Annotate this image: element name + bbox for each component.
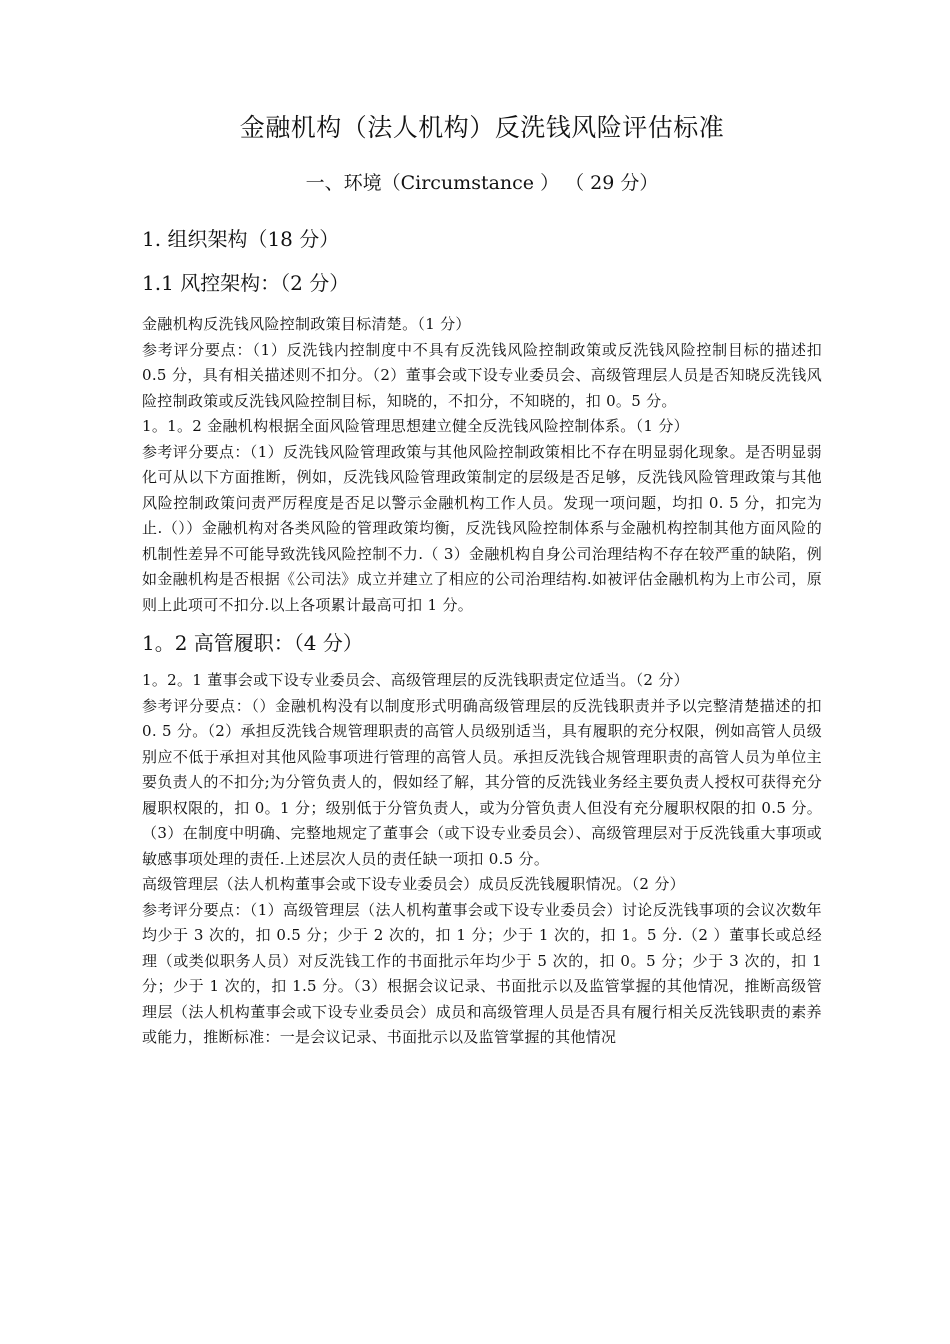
heading-1-2: 1。2 高管履职：（4 分） xyxy=(142,631,363,655)
subsection-heading: 1. 组织架构（18 分） xyxy=(142,227,340,251)
document-title: 金融机构（法人机构）反洗钱风险评估标准 xyxy=(239,113,725,142)
document-page xyxy=(142,108,822,1051)
paragraph: 1。1。2 金融机构根据全面风险管理思想建立健全反洗钱风险控制体系。（1 分） xyxy=(142,417,689,435)
paragraph: 参考评分要点：（1）反洗钱风险管理政策与其他风险控制政策相比不存在明显弱化现象。是否明显弱化可从以下方面推断，例如，反洗钱风险管理政策制定的层级是否足够，反洗钱风险管理政策与其他风险控制政策问责严厉程度是否足以警示金融机构工作人员。发现一项问题，均扣 0. 5 分，扣完为止.（））金融机构对各类风险的管理政策均衡，反洗钱风险控制体系与金融机构控制其他方面风险的机制性差异不可能导致洗钱风险控制不力.（ 3）金融机构自身公司治理结构不存在较严重的缺陷，例如金融机构是否根据《公司法》成立并建立了相应的公司治理结构.如被评估金融机构为上市公司，原则上此项可不扣分.以上各项累计最高可扣 1 分。 xyxy=(142,442,822,614)
paragraph: 高级管理层（法人机构董事会或下设专业委员会）成员反洗钱履职情况。（2 分） xyxy=(142,875,685,893)
paragraph: 金融机构反洗钱风险控制政策目标清楚。（1 分） xyxy=(142,315,471,333)
paragraph: 参考评分要点：（1）高级管理层（法人机构董事会或下设专业委员会）讨论反洗钱事项的会议次数年均少于 3 次的，扣 0.5 分；少于 2 次的，扣 1 分；少于 1 次的，扣 1。5 分.（2 ）董事长或总经理（或类似职务人员）对反洗钱工作的书面批示年均少于 5 次的，扣 0。5 分；少于 3 次的，扣 1 分；少于 1 次的，扣 1.5 分。（3）根据会议记录、书面批示以及监管掌握的其他情况，推断高级管理层（法人机构董事会或下设专业委员会）成员和高级管理人员是否具有履行相关反洗钱职责的素养或能力，推断标准：一是会议记录、书面批示以及监管掌握的其他情况 xyxy=(142,900,822,1046)
section-heading: 一、环境（Circumstance ） （ 29 分） xyxy=(305,172,659,194)
heading-1-1: 1.1 风控架构：（2 分） xyxy=(142,271,350,295)
paragraph: 参考评分要点：（）金融机构没有以制度形式明确高级管理层的反洗钱职责并予以完整清楚描述的扣 0. 5 分。（2）承担反洗钱合规管理职责的高管人员级别适当，具有履职的充分权限，例如高管人员级别应不低于承担对其他风险事项进行管理的高管人员。承担反洗钱合规管理职责的高管人员为单位主要负责人的不扣分;为分管负责人的，假如经了解，其分管的反洗钱业务经主要负责人授权可获得充分履职权限的，扣 0。1 分；级别低于分管负责人，或为分管负责人但没有充分履职权限的扣 0.5 分。（3）在制度中明确、完整地规定了董事会（或下设专业委员会）、高级管理层对于反洗钱重大事项或敏感事项处理的责任.上述层次人员的责任缺一项扣 0.5 分。 xyxy=(142,696,822,868)
paragraph: 1。2。1 董事会或下设专业委员会、高级管理层的反洗钱职责定位适当。（2 分） xyxy=(142,671,689,689)
paragraph: 参考评分要点：（1）反洗钱内控制度中不具有反洗钱风险控制政策或反洗钱风险控制目标的描述扣 0.5 分，具有相关描述则不扣分。（2）董事会或下设专业委员会、高级管理层人员是否知晓反洗钱风险控制政策或反洗钱风险控制目标，知晓的，不扣分，不知晓的，扣 0。5 分。 xyxy=(142,340,822,410)
